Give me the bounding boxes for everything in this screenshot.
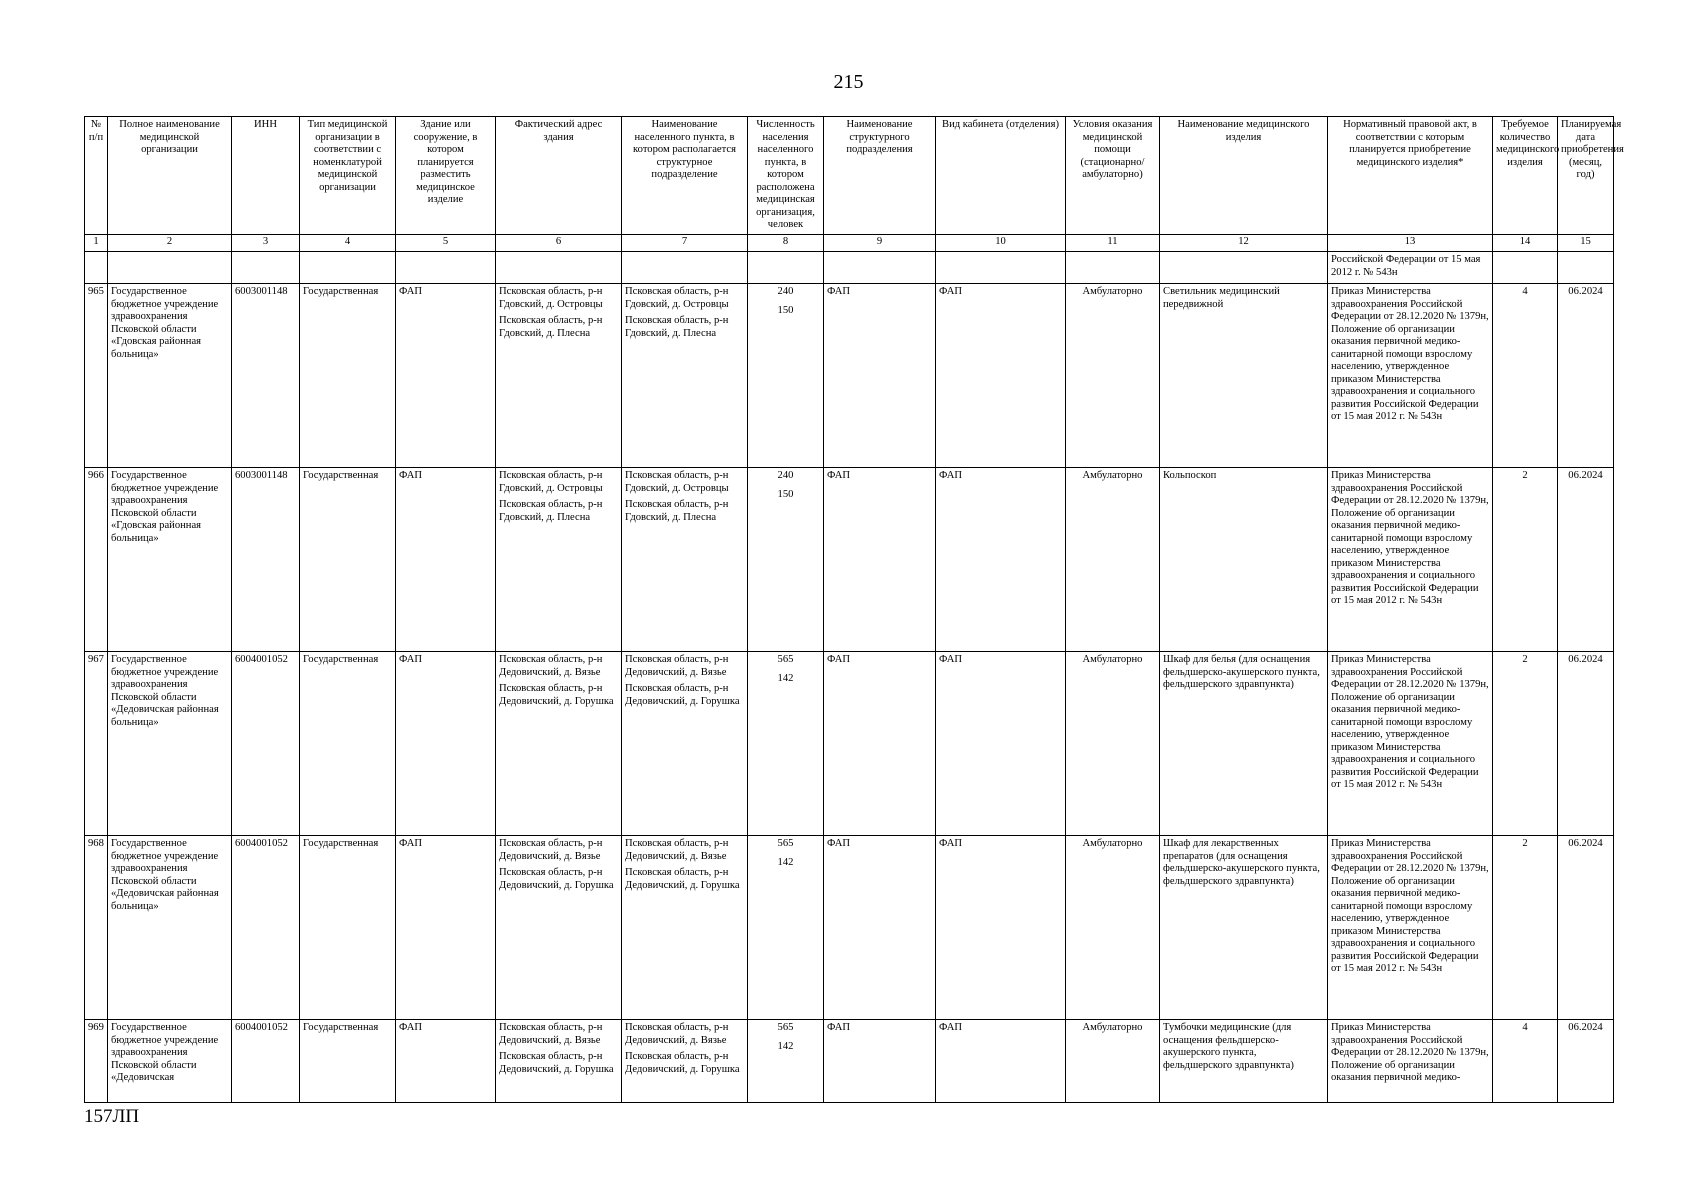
quantity-cell: 2 <box>1493 468 1558 652</box>
locality-line: Псковская область, р-н Дедовичский, д. Горушка <box>625 683 740 707</box>
date-cell: 06.2024 <box>1558 652 1614 836</box>
cabinet-cell: ФАП <box>936 652 1066 836</box>
column-number: 15 <box>1558 235 1614 252</box>
unit-cell: ФАП <box>824 284 936 468</box>
address-line: Псковская область, р-н Гдовский, д. Островцы <box>499 286 603 310</box>
quantity-cell: 4 <box>1493 1020 1558 1103</box>
org-type-cell: Государственная <box>300 1020 396 1103</box>
org-type-cell: Государственная <box>300 468 396 652</box>
column-number: 6 <box>496 235 622 252</box>
row-number: 966 <box>85 468 108 652</box>
population-cell <box>748 1020 824 1103</box>
locality-line: Псковская область, р-н Гдовский, д. Островцы <box>625 470 729 494</box>
inn-cell: 6004001052 <box>232 1020 300 1103</box>
population-cell <box>748 652 824 836</box>
conditions-cell: Амбулаторно <box>1066 284 1160 468</box>
header-cell: Вид кабинета (отделения) <box>936 117 1066 235</box>
address-line: Псковская область, р-н Дедовичский, д. Вязье <box>499 1022 603 1046</box>
date-cell: 06.2024 <box>1558 284 1614 468</box>
cabinet-cell: ФАП <box>936 284 1066 468</box>
population-value: 142 <box>777 672 794 684</box>
locality-line: Псковская область, р-н Дедовичский, д. Горушка <box>625 1051 740 1075</box>
column-number: 2 <box>108 235 232 252</box>
cabinet-cell: ФАП <box>936 836 1066 1020</box>
header-cell: Наименование медицинского изделия <box>1160 117 1328 235</box>
cabinet-cell: ФАП <box>936 468 1066 652</box>
column-number: 8 <box>748 235 824 252</box>
address-cell <box>496 836 622 1020</box>
population-value: 150 <box>777 488 794 500</box>
header-cell: Здание или сооружение, в котором планируется разместить медицинское изделие <box>396 117 496 235</box>
population-value: 150 <box>777 304 794 316</box>
quantity-cell: 2 <box>1493 836 1558 1020</box>
locality-line: Псковская область, р-н Дедовичский, д. Вязье <box>625 1022 729 1046</box>
building-cell: ФАП <box>396 1020 496 1103</box>
org-name-cell: Государственное бюджетное учреждение здравоохранения Псковской области «Дедовичская районная больница» <box>108 836 232 1020</box>
address-line: Псковская область, р-н Дедовичский, д. Горушка <box>499 683 614 707</box>
column-number: 7 <box>622 235 748 252</box>
unit-cell: ФАП <box>824 652 936 836</box>
population-value: 240 <box>777 286 794 297</box>
row-number: 965 <box>85 284 108 468</box>
header-cell: Требуемое количество медицинского изделия <box>1493 117 1558 235</box>
org-type-cell: Государственная <box>300 836 396 1020</box>
building-cell: ФАП <box>396 836 496 1020</box>
locality-cell <box>622 468 748 652</box>
inn-cell: 6004001052 <box>232 836 300 1020</box>
row-number: 968 <box>85 836 108 1020</box>
act-cell: Приказ Министерства здравоохранения Российской Федерации от 28.12.2020 № 1379н, Положение об организации оказания первичной медико- <box>1328 1020 1493 1103</box>
conditions-cell: Амбулаторно <box>1066 1020 1160 1103</box>
document-code: 157ЛП <box>84 1106 140 1127</box>
date-cell: 06.2024 <box>1558 468 1614 652</box>
header-cell: ИНН <box>232 117 300 235</box>
address-line: Псковская область, р-н Гдовский, д. Плесна <box>499 499 603 523</box>
column-number: 13 <box>1328 235 1493 252</box>
org-type-cell: Государственная <box>300 284 396 468</box>
conditions-cell: Амбулаторно <box>1066 652 1160 836</box>
page-number: 215 <box>833 71 864 93</box>
org-name-cell: Государственное бюджетное учреждение здравоохранения Псковской области «Гдовская районная больница» <box>108 468 232 652</box>
population-value: 565 <box>777 838 794 849</box>
locality-cell <box>622 836 748 1020</box>
inn-cell: 6003001148 <box>232 284 300 468</box>
unit-cell: ФАП <box>824 468 936 652</box>
population-cell <box>748 284 824 468</box>
column-number: 10 <box>936 235 1066 252</box>
population-value: 142 <box>777 1040 794 1052</box>
column-number: 12 <box>1160 235 1328 252</box>
header-cell: № п/п <box>85 117 108 235</box>
header-cell: Наименование структурного подразделения <box>824 117 936 235</box>
locality-cell <box>622 284 748 468</box>
act-cell: Приказ Министерства здравоохранения Российской Федерации от 28.12.2020 № 1379н, Положение об организации оказания первичной медико-санитарной помощи взрослому населению, утвержденное приказом Министерства здравоохранения и социального развития Российской Федерации от 15 мая 2012 г. № 543н <box>1328 468 1493 652</box>
address-line: Псковская область, р-н Дедовичский, д. Вязье <box>499 838 603 862</box>
inn-cell: 6003001148 <box>232 468 300 652</box>
org-name-cell: Государственное бюджетное учреждение здравоохранения Псковской области «Дедовичская районная больница» <box>108 652 232 836</box>
quantity-cell: 4 <box>1493 284 1558 468</box>
address-line: Псковская область, р-н Дедовичский, д. Вязье <box>499 654 603 678</box>
header-cell: Полное наименование медицинской организации <box>108 117 232 235</box>
cabinet-cell: ФАП <box>936 1020 1066 1103</box>
column-number: 11 <box>1066 235 1160 252</box>
address-cell <box>496 652 622 836</box>
act-cell: Приказ Министерства здравоохранения Российской Федерации от 28.12.2020 № 1379н, Положение об организации оказания первичной медико-санитарной помощи взрослому населению, утвержденное приказом Министерства здравоохранения и социального развития Российской Федерации от 15 мая 2012 г. № 543н <box>1328 836 1493 1020</box>
continuation-act-cell: Российской Федерации от 15 мая 2012 г. № 543н <box>1328 252 1493 284</box>
building-cell: ФАП <box>396 468 496 652</box>
row-number: 967 <box>85 652 108 836</box>
column-number: 9 <box>824 235 936 252</box>
locality-line: Псковская область, р-н Гдовский, д. Плесна <box>625 315 729 339</box>
column-number: 3 <box>232 235 300 252</box>
population-value: 142 <box>777 856 794 868</box>
locality-cell <box>622 1020 748 1103</box>
column-number-row <box>85 235 1614 252</box>
device-cell: Светильник медицинский передвижной <box>1160 284 1328 468</box>
address-cell <box>496 1020 622 1103</box>
unit-cell: ФАП <box>824 1020 936 1103</box>
act-cell: Приказ Министерства здравоохранения Российской Федерации от 28.12.2020 № 1379н, Положение об организации оказания первичной медико-санитарной помощи взрослому населению, утвержденное приказом Министерства здравоохранения и социального развития Российской Федерации от 15 мая 2012 г. № 543н <box>1328 284 1493 468</box>
org-name-cell: Государственное бюджетное учреждение здравоохранения Псковской области «Гдовская районная больница» <box>108 284 232 468</box>
conditions-cell: Амбулаторно <box>1066 468 1160 652</box>
table-row <box>85 468 1614 652</box>
population-cell <box>748 468 824 652</box>
header-cell: Наименование населенного пункта, в котором располагается структурное подразделение <box>622 117 748 235</box>
column-number: 5 <box>396 235 496 252</box>
quantity-cell: 2 <box>1493 652 1558 836</box>
table-row <box>85 1020 1614 1103</box>
device-cell: Тумбочки медицинские (для оснащения фельдшерско-акушерского пункта, фельдшерского здравпункта) <box>1160 1020 1328 1103</box>
population-value: 565 <box>777 654 794 665</box>
table-row <box>85 284 1614 468</box>
device-cell: Шкаф для белья (для оснащения фельдшерско-акушерского пункта, фельдшерского здравпункта) <box>1160 652 1328 836</box>
address-line: Псковская область, р-н Гдовский, д. Плесна <box>499 315 603 339</box>
inn-cell: 6004001052 <box>232 652 300 836</box>
building-cell: ФАП <box>396 652 496 836</box>
population-value: 240 <box>777 470 794 481</box>
org-type-cell: Государственная <box>300 652 396 836</box>
date-cell: 06.2024 <box>1558 836 1614 1020</box>
table-row <box>85 652 1614 836</box>
address-cell <box>496 284 622 468</box>
locality-line: Псковская область, р-н Дедовичский, д. Горушка <box>625 867 740 891</box>
locality-line: Псковская область, р-н Дедовичский, д. Вязье <box>625 654 729 678</box>
table-row <box>85 836 1614 1020</box>
population-cell <box>748 836 824 1020</box>
column-number: 14 <box>1493 235 1558 252</box>
address-cell <box>496 468 622 652</box>
device-cell: Кольпоскоп <box>1160 468 1328 652</box>
header-cell: Планируемая дата приобретения (месяц, год) <box>1558 117 1614 235</box>
address-line: Псковская область, р-н Дедовичский, д. Горушка <box>499 1051 614 1075</box>
column-number: 1 <box>85 235 108 252</box>
header-cell: Условия оказания медицинской помощи (стационарно/ амбулаторно) <box>1066 117 1160 235</box>
building-cell: ФАП <box>396 284 496 468</box>
continuation-row <box>85 252 1614 284</box>
address-line: Псковская область, р-н Гдовский, д. Островцы <box>499 470 603 494</box>
locality-line: Псковская область, р-н Гдовский, д. Плесна <box>625 499 729 523</box>
equipment-table <box>84 116 1624 1103</box>
locality-cell <box>622 652 748 836</box>
header-cell: Тип медицинской организации в соответствии с номенклатурой медицинской организации <box>300 117 396 235</box>
header-cell: Нормативный правовой акт, в соответствии с которым планируется приобретение медицинского изделия* <box>1328 117 1493 235</box>
locality-line: Псковская область, р-н Гдовский, д. Островцы <box>625 286 729 310</box>
locality-line: Псковская область, р-н Дедовичский, д. Вязье <box>625 838 729 862</box>
conditions-cell: Амбулаторно <box>1066 836 1160 1020</box>
device-cell: Шкаф для лекарственных препаратов (для оснащения фельдшерско-акушерского пункта, фельдшерского здравпункта) <box>1160 836 1328 1020</box>
act-cell: Приказ Министерства здравоохранения Российской Федерации от 28.12.2020 № 1379н, Положение об организации оказания первичной медико-санитарной помощи взрослому населению, утвержденное приказом Министерства здравоохранения и социального развития Российской Федерации от 15 мая 2012 г. № 543н <box>1328 652 1493 836</box>
header-cell: Фактический адрес здания <box>496 117 622 235</box>
row-number: 969 <box>85 1020 108 1103</box>
date-cell: 06.2024 <box>1558 1020 1614 1103</box>
population-value: 565 <box>777 1022 794 1033</box>
unit-cell: ФАП <box>824 836 936 1020</box>
header-row <box>85 117 1614 235</box>
org-name-cell: Государственное бюджетное учреждение здравоохранения Псковской области «Дедовичская <box>108 1020 232 1103</box>
header-cell: Численность населения населенного пункта, в котором расположена медицинская организация, человек <box>748 117 824 235</box>
address-line: Псковская область, р-н Дедовичский, д. Горушка <box>499 867 614 891</box>
column-number: 4 <box>300 235 396 252</box>
